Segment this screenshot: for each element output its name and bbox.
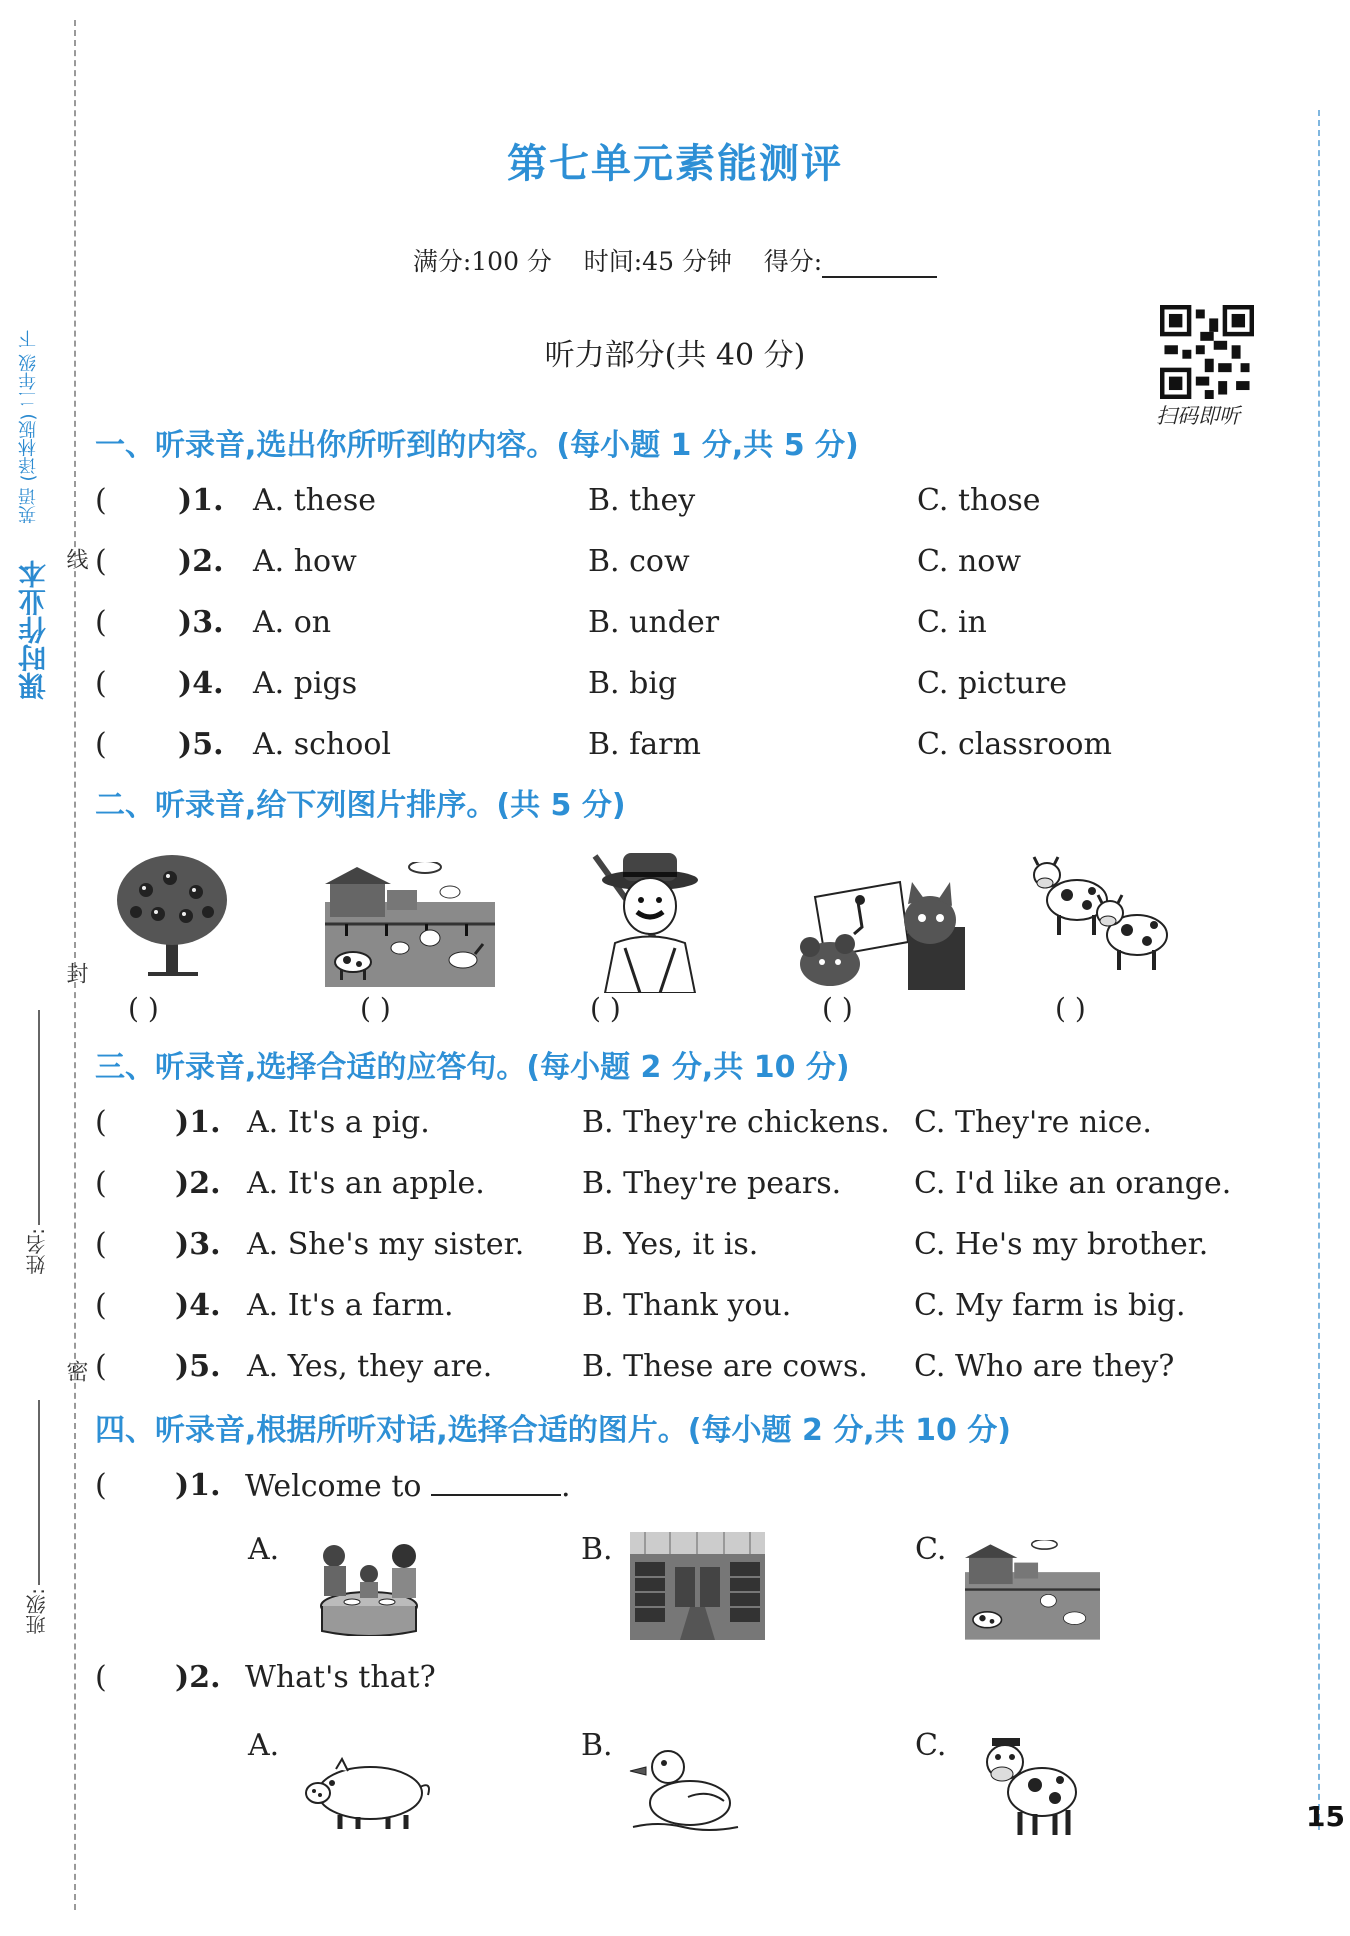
s3-question-3 [95, 1227, 1295, 1271]
s4-question-2 [95, 1660, 1295, 1704]
answer-paren[interactable]: ( [95, 1660, 107, 1695]
option-b[interactable]: B. They're pears. [582, 1166, 842, 1201]
library-picture[interactable] [630, 1532, 765, 1640]
s4-question-1 [95, 1468, 1295, 1512]
option-b[interactable]: B. under [588, 605, 720, 640]
answer-paren[interactable]: ( [95, 605, 107, 640]
time-limit: 时间:45 分钟 [583, 247, 732, 276]
farmer-picture [585, 848, 720, 993]
answer-paren[interactable]: ( [95, 727, 107, 762]
section4-title: 四、听录音,根据所听对话,选择合适的图片。(每小题 2 分,共 10 分) [95, 1413, 1012, 1448]
cow-picture[interactable] [980, 1730, 1085, 1840]
option-a[interactable]: A. pigs [253, 666, 358, 701]
name-field-line [38, 1010, 40, 1225]
option-b[interactable]: B. big [588, 666, 678, 701]
question-number: )5. [178, 727, 224, 762]
option-b[interactable]: B. Yes, it is. [582, 1227, 759, 1262]
question-text: Welcome to . [245, 1469, 571, 1504]
question-number: )1. [178, 483, 224, 518]
option-c[interactable]: C. in [917, 605, 987, 640]
option-a[interactable]: A. school [253, 727, 391, 762]
question-number: )1. [175, 1468, 221, 1503]
section1-title: 一、听录音,选出你所听到的内容。(每小题 1 分,共 5 分) [95, 428, 859, 463]
answer-paren[interactable]: ( [95, 1468, 107, 1503]
s3-question-2 [95, 1166, 1295, 1210]
option-c[interactable]: C. He's my brother. [914, 1227, 1209, 1262]
q1-option-b-label: B. [581, 1532, 613, 1567]
class-label: 班级: [25, 1588, 49, 1635]
order-blank-3[interactable]: ( ) [590, 992, 621, 1025]
answer-paren[interactable]: ( [95, 544, 107, 579]
order-blank-5[interactable]: ( ) [1055, 992, 1086, 1025]
option-b[interactable]: B. Thank you. [582, 1288, 792, 1323]
s3-question-1 [95, 1105, 1295, 1149]
page-number: 15 [1306, 1800, 1345, 1833]
sidebar-brand: 课时作业本 [17, 560, 50, 700]
option-a[interactable]: A. these [253, 483, 377, 518]
answer-paren[interactable]: ( [95, 1349, 107, 1384]
s3-question-4 [95, 1288, 1295, 1332]
s1-question-2 [95, 544, 1295, 588]
full-score: 满分:100 分 [412, 247, 552, 276]
family-dinner-picture[interactable] [312, 1536, 427, 1636]
answer-paren[interactable]: ( [95, 1105, 107, 1140]
question-number: )2. [175, 1660, 221, 1695]
option-c[interactable]: C. They're nice. [914, 1105, 1152, 1140]
answer-paren[interactable]: ( [95, 1166, 107, 1201]
option-a[interactable]: A. how [253, 544, 357, 579]
option-b[interactable]: B. These are cows. [582, 1349, 868, 1384]
option-a[interactable]: A. It's an apple. [247, 1166, 485, 1201]
question-number: )2. [178, 544, 224, 579]
option-a[interactable]: A. It's a farm. [247, 1288, 454, 1323]
s3-question-5 [95, 1349, 1295, 1393]
order-blank-2[interactable]: ( ) [360, 992, 391, 1025]
section3-title: 三、听录音,选择合适的应答句。(每小题 2 分,共 10 分) [95, 1050, 850, 1085]
option-c[interactable]: C. My farm is big. [914, 1288, 1186, 1323]
q2-option-a-label: A. [248, 1728, 280, 1763]
question-text: What's that? [245, 1660, 436, 1695]
name-label: 姓名: [25, 1228, 49, 1275]
pig-picture[interactable] [300, 1755, 435, 1830]
option-a[interactable]: A. She's my sister. [247, 1227, 525, 1262]
farm-picture [325, 862, 495, 987]
option-b[interactable]: B. farm [588, 727, 701, 762]
s1-question-4 [95, 666, 1295, 710]
class-field-line [38, 1400, 40, 1585]
line-mark: 线 [63, 548, 88, 570]
seal-mark: 封 [63, 962, 88, 984]
question-number: )4. [175, 1288, 221, 1323]
option-b[interactable]: B. they [588, 483, 696, 518]
page-title: 第七单元素能测评 [507, 140, 843, 187]
question-number: )3. [178, 605, 224, 640]
seal-mark-2: 密 [63, 1360, 88, 1382]
s1-question-3 [95, 605, 1295, 649]
option-c[interactable]: C. now [917, 544, 1022, 579]
answer-paren[interactable]: ( [95, 1227, 107, 1262]
option-c[interactable]: C. picture [917, 666, 1068, 701]
qr-label: 扫码即听 [1156, 404, 1240, 428]
question-number: )2. [175, 1166, 221, 1201]
option-a[interactable]: A. Yes, they are. [247, 1349, 493, 1384]
q1-option-c-label: C. [915, 1532, 947, 1567]
score-label: 得分: [763, 247, 823, 276]
farm-option-picture[interactable] [965, 1540, 1100, 1640]
option-b[interactable]: B. They're chickens. [582, 1105, 890, 1140]
option-c[interactable]: C. I'd like an orange. [914, 1166, 1232, 1201]
listening-heading: 听力部分(共 40 分) [544, 338, 806, 373]
apple-tree-picture [108, 850, 238, 980]
order-blank-4[interactable]: ( ) [822, 992, 853, 1025]
question-number: )1. [175, 1105, 221, 1140]
question-number: )4. [178, 666, 224, 701]
answer-paren[interactable]: ( [95, 483, 107, 518]
q2-option-b-label: B. [581, 1728, 613, 1763]
two-cows-picture [1032, 855, 1182, 975]
question-number: )3. [175, 1227, 221, 1262]
question-number: )5. [175, 1349, 221, 1384]
order-blank-1[interactable]: ( ) [128, 992, 159, 1025]
section2-title: 二、听录音,给下列图片排序。(共 5 分) [95, 788, 626, 823]
answer-paren[interactable]: ( [95, 1288, 107, 1323]
score-info [0, 242, 1350, 278]
q1-option-a-label: A. [248, 1532, 280, 1567]
cat-and-mouse-picture [790, 872, 965, 990]
option-a[interactable]: A. It's a pig. [247, 1105, 430, 1140]
qr-code-icon[interactable] [1160, 305, 1254, 399]
q2-option-c-label: C. [915, 1728, 947, 1763]
s1-question-1 [95, 483, 1295, 527]
option-c[interactable]: C. those [917, 483, 1041, 518]
sidebar-subtitle: 英语 (译林版) 二年级 下 [18, 330, 39, 524]
option-c[interactable]: C. Who are they? [914, 1349, 1175, 1384]
score-blank[interactable] [822, 254, 937, 278]
option-a[interactable]: A. on [253, 605, 332, 640]
option-b[interactable]: B. cow [588, 544, 690, 579]
answer-paren[interactable]: ( [95, 666, 107, 701]
s1-question-5 [95, 727, 1295, 771]
duck-picture[interactable] [628, 1745, 743, 1835]
option-c[interactable]: C. classroom [917, 727, 1112, 762]
